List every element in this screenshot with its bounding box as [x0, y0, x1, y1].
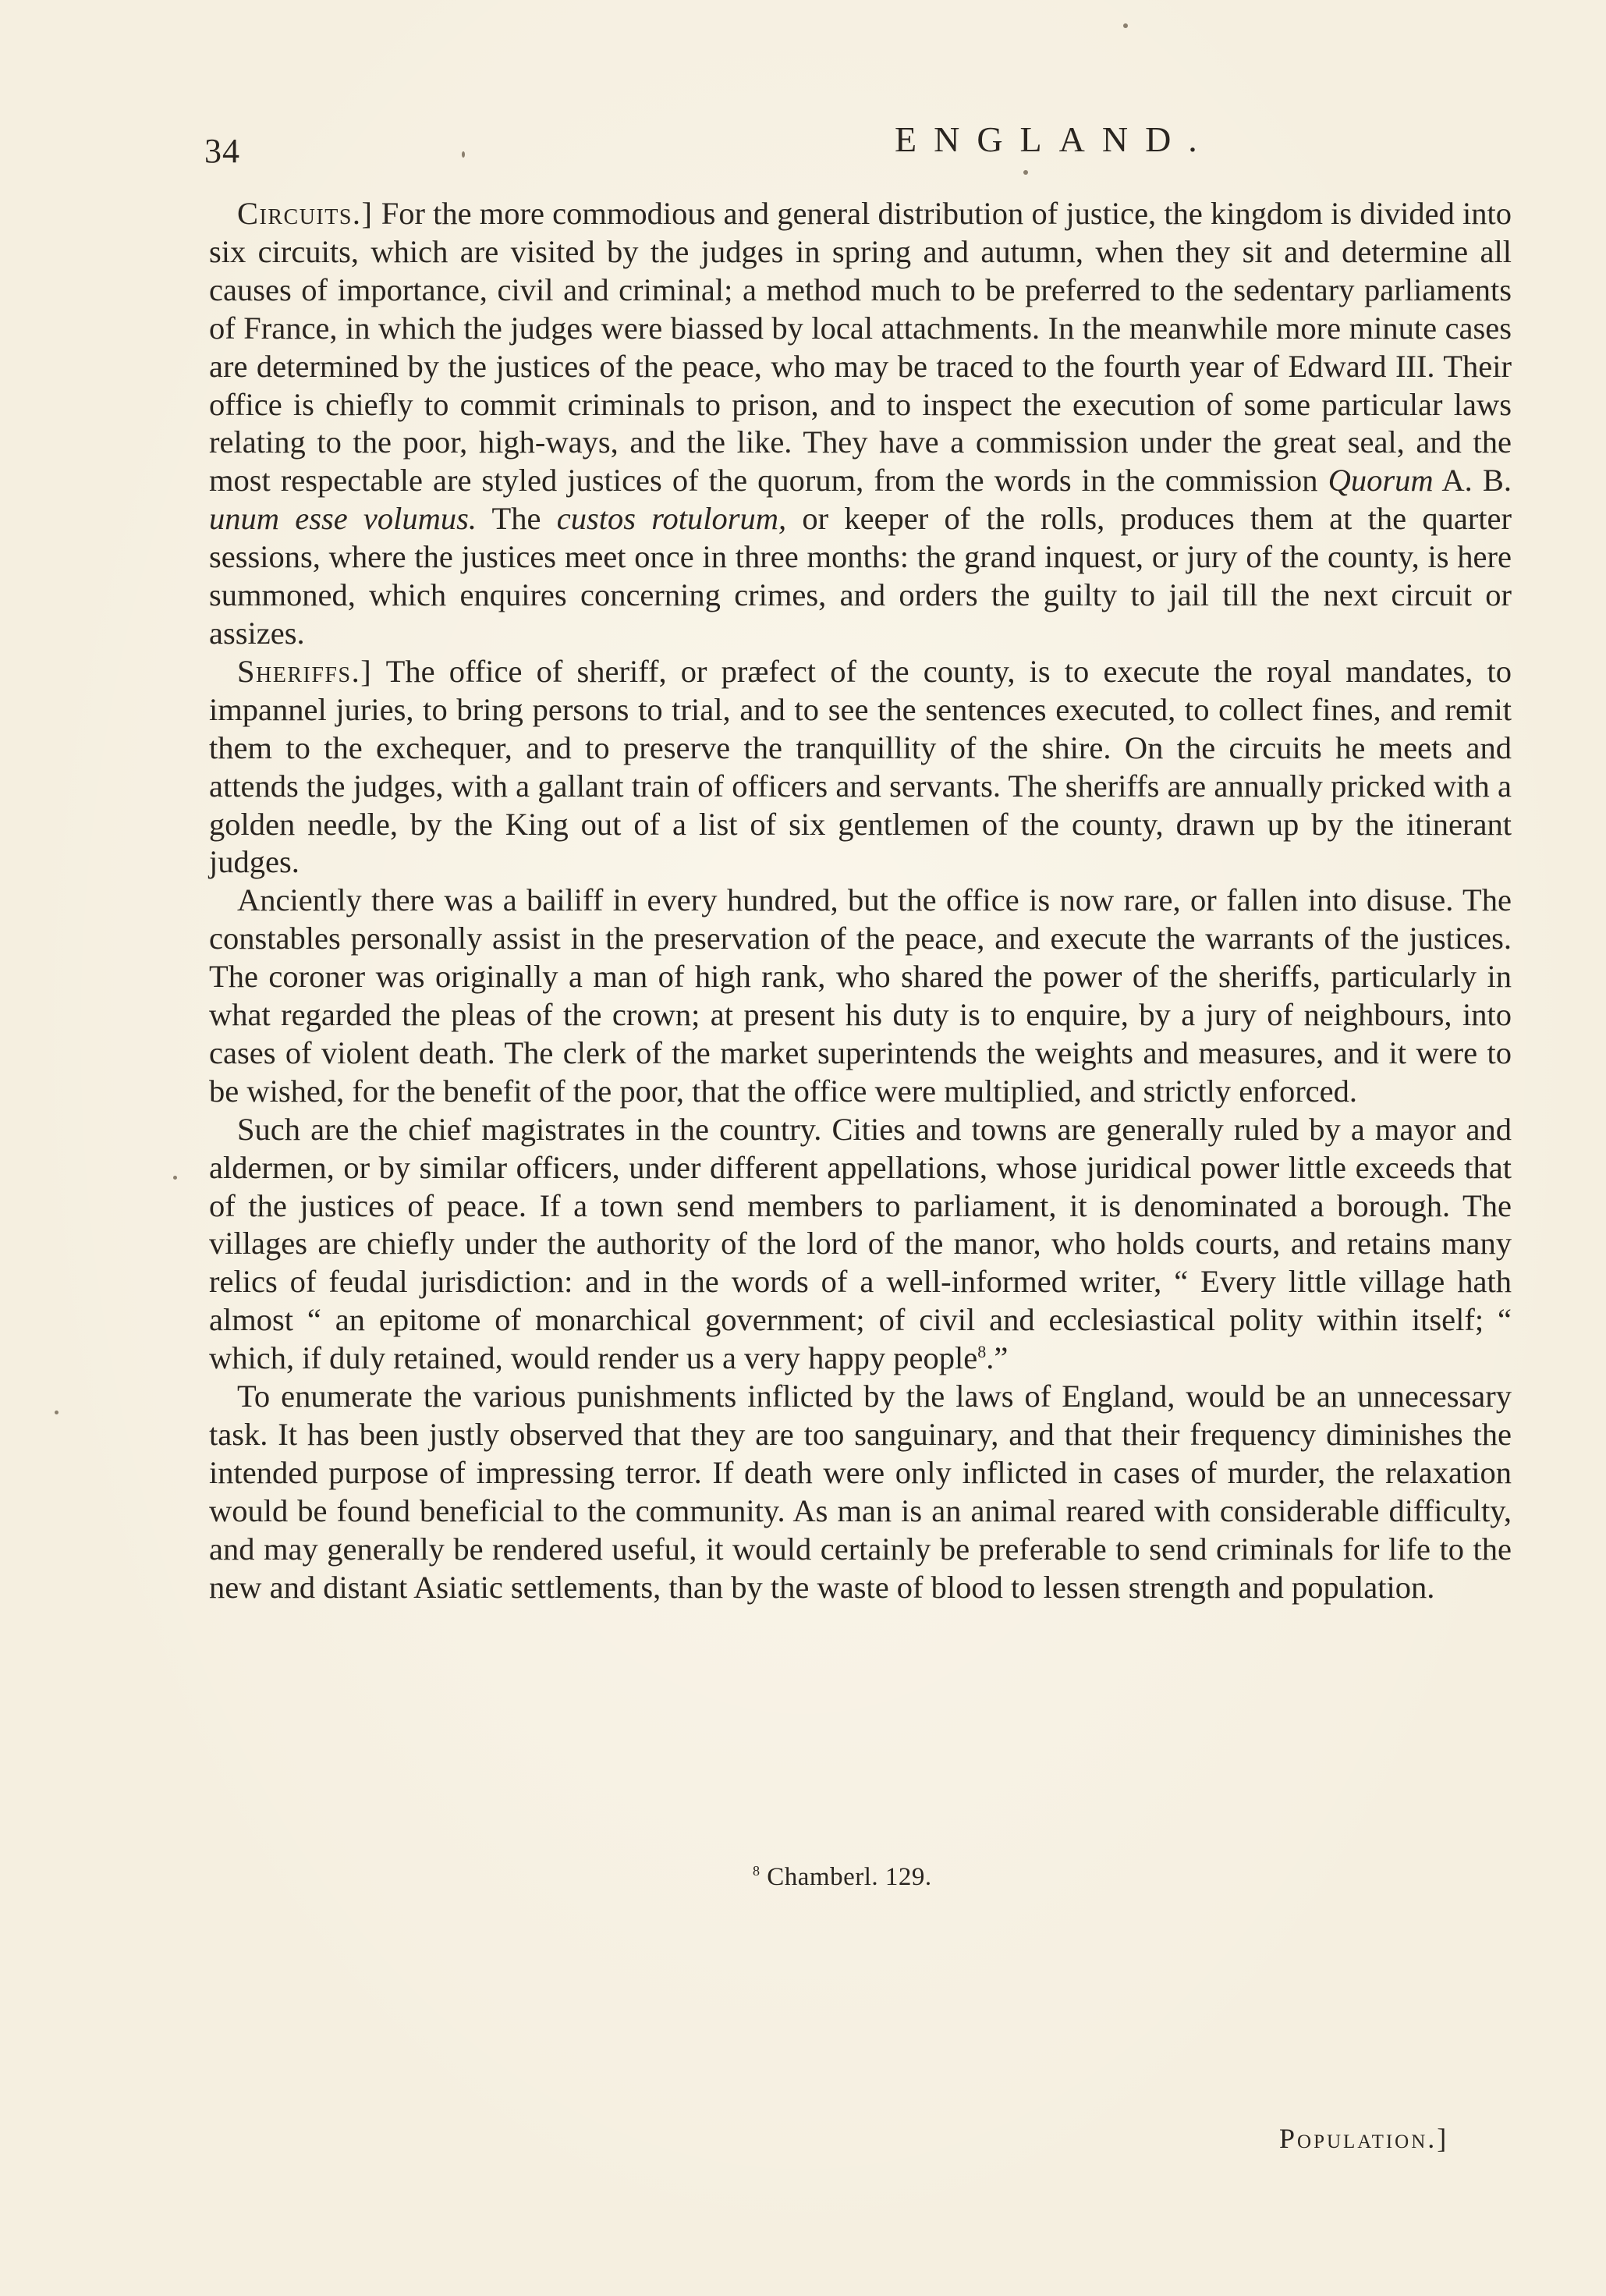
- body-text: [209, 195, 1512, 1607]
- side-head-sheriffs: Sheriffs.]: [237, 653, 373, 689]
- page-header: [204, 115, 1515, 170]
- page-number: 34: [204, 132, 240, 170]
- paragraph-text: The: [477, 501, 557, 537]
- paragraph-text: The office of sheriff, or præfect of the county, is to execute the royal mandates, to impannel juries, to bring persons to trial, and to see the sentences executed, to collect fines, and remit them to the exchequer, and to preserve the tranquillity of the shire. On the circuits he meets and attends the judges, with a gallant train of officers and servants. The sheriffs are annually pricked with a golden needle, by the King out of a list of six gentlemen of the county, drawn up by the itinerant judges.: [209, 653, 1512, 880]
- paragraph-text: Anciently there was a bailiff in every hundred, but the office is now rare, or fallen into disuse. The constables personally assist in the preservation of the peace, and execute the warrants of the justices. The coroner was originally a man of high rank, who shared the power of the sheriffs, particularly in what regarded the pleas of the crown; at present his duty is to enquire, by a jury of neighbours, into cases of violent death. The clerk of the market superintends the weights and measures, and it were to be wished, for the benefit of the poor, that the office were multiplied, and strictly enforced.: [209, 882, 1512, 1109]
- side-head-circuits: Circuits.]: [237, 196, 374, 231]
- paragraph-text: or keeper of the rolls, produces them at the quarter sessions, where the justices meet once in three months: the grand inquest, or jury of the county, is here summoned, which enquires concerning crimes, and orders the guilty to jail till the next circuit or assizes.: [209, 501, 1512, 651]
- paper-speck: [1123, 23, 1128, 28]
- catchword: Population.]: [1279, 2123, 1449, 2154]
- paragraph-text: A. B.: [1433, 463, 1512, 499]
- italic-phrase: unum esse volumus.: [209, 501, 477, 537]
- footnote-marker: 8: [753, 1863, 760, 1879]
- paragraph-punishments: [209, 1378, 1512, 1606]
- paper-speck: [55, 1411, 58, 1414]
- italic-phrase: Quorum: [1328, 463, 1434, 499]
- paragraph-bailiff: [209, 882, 1512, 1110]
- footnote-reference: 8: [977, 1342, 987, 1362]
- paragraph-text: To enumerate the various punishments inflicted by the laws of England, would be an unnecessary task. It has been justly observed that they are too sanguinary, and that their frequency diminishes the intended purpose of impressing terror. If death were only inflicted in cases of murder, the relaxation would be found beneficial to the community. As man is an animal reared with considerable difficulty, and may generally be rendered useful, it would certainly be preferable to send criminals for life to the new and distant Asiatic settlements, than by the waste of blood to lessen strength and population.: [209, 1379, 1512, 1605]
- paper-speck: [1023, 170, 1028, 175]
- paragraph-circuits: [209, 195, 1512, 653]
- paper-speck: [173, 1176, 177, 1180]
- italic-phrase: custos rotulorum,: [556, 501, 787, 537]
- paper-speck: [462, 151, 465, 158]
- running-title: ENGLAND.: [895, 119, 1214, 159]
- paragraph-text: Such are the chief magistrates in the country. Cities and towns are generally ruled by a mayor and aldermen, or by similar officers, under different appellations, whose juridical power little exceeds that of the justices of peace. If a town send members to parliament, it is denominated a borough. The villages are chiefly under the authority of the lord of the manor, who holds courts, and retains many relics of feudal jurisdiction: and in the words of a well-informed writer, “ Every little village hath almost “ an epitome of monarchical government; of civil and ecclesiastical polity within itself; “ which, if duly retained, would render us a very happy people: [209, 1111, 1512, 1376]
- paragraph-text: .”: [986, 1340, 1009, 1376]
- footnote-text: Chamberl. 129.: [760, 1863, 932, 1891]
- paragraph-text: For the more commodious and general distribution of justice, the kingdom is divided into six circuits, which are visited by the judges in spring and autumn, when they sit and determine all causes of importance, civil and criminal; a method much to be preferred to the sedentary parliaments of France, in which the judges were biassed by local attachments. In the meanwhile more minute cases are determined by the justices of the peace, who may be traced to the fourth year of Edward III. Their office is chiefly to commit criminals to prison, and to inspect the execution of some particular laws relating to the poor, high-ways, and the like. They have a commission under the great seal, and the most respectable are styled justices of the quorum, from the words in the commission: [209, 196, 1512, 499]
- footnote: [753, 1863, 932, 1892]
- paragraph-magistrates: [209, 1111, 1512, 1378]
- paragraph-sheriffs: [209, 653, 1512, 882]
